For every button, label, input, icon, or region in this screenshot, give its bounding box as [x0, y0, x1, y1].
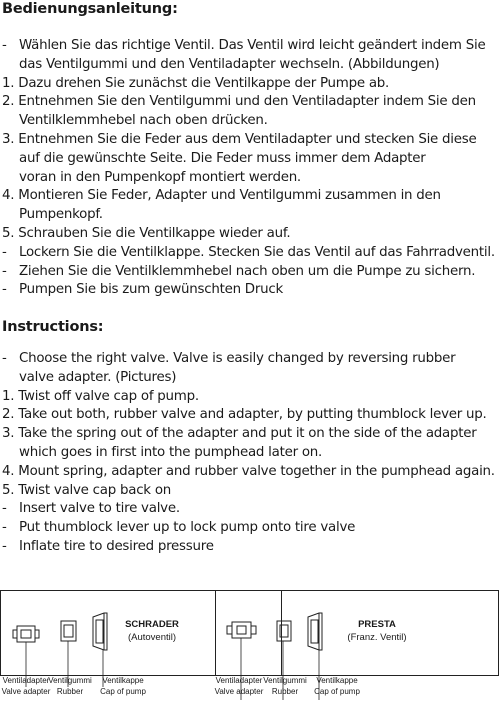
dash-marker: - [2, 538, 7, 554]
instruction-text: valve adapter. (Pictures) [19, 369, 177, 385]
instruction-text: 2. Take out both, rubber valve and adapter, by putting thumblock lever up. [2, 407, 487, 423]
presta-valve-diagram [215, 590, 499, 712]
german-heading: Bedienungsanleitung: [2, 1, 178, 17]
rubber-valve-part [277, 621, 291, 641]
instruction-text: Wählen Sie das richtige Ventil. Das Ventil wird leicht geändert indem Sie [19, 38, 486, 53]
instruction-line [2, 463, 499, 482]
instruction-text: Pumpenkopf. [19, 207, 103, 223]
diagram-title: SCHRADER [125, 619, 179, 630]
pump-cap-part [308, 613, 322, 650]
instruction-text: 4. Mount spring, adapter and rubber valve together in the pumphead again. [2, 463, 495, 479]
instruction-text: 5. Schrauben Sie die Ventilkappe wieder auf. [2, 225, 291, 241]
english-instructions-list [2, 350, 499, 557]
diagram-title: PRESTA [358, 619, 396, 630]
instruction-line [2, 350, 499, 369]
instruction-text: Insert valve to tire valve. [19, 501, 180, 517]
diagram-subtitle: (Franz. Ventil) [347, 632, 407, 643]
instruction-text: Lockern Sie die Ventilklappe. Stecken Sie das Ventil auf das Fahrradventil. [19, 244, 495, 260]
dash-marker: - [2, 38, 7, 53]
label-valve-adapter: Ventiladapter Valve adapter [214, 676, 264, 696]
label-cap-of-pump: Ventilkappe Cap of pump [100, 676, 146, 696]
instruction-line [2, 56, 499, 75]
english-heading: Instructions: [2, 319, 104, 335]
instruction-line [2, 187, 499, 206]
instruction-line [2, 75, 499, 94]
label-valve-adapter: Ventiladapter Valve adapter [1, 676, 51, 696]
label-rubber: Ventilgummi Rubber [263, 676, 307, 696]
instruction-line [2, 93, 499, 112]
instruction-line [2, 482, 499, 501]
instruction-line [2, 206, 499, 225]
instruction-line [2, 225, 499, 244]
instruction-text: which goes in first into the pumphead later on. [19, 444, 323, 460]
instruction-text: 4. Montieren Sie Feder, Adapter und Ventilgummi zusammen in den [2, 188, 441, 204]
instruction-text: 1. Twist off valve cap of pump. [2, 388, 199, 404]
instruction-line [2, 131, 499, 150]
instruction-line [2, 169, 499, 188]
dash-marker: - [2, 351, 7, 366]
instruction-text: 3. Take the spring out of the adapter and put it on the side of the adapter [2, 426, 477, 442]
instruction-line [2, 150, 499, 169]
instruction-line [2, 263, 499, 282]
instruction-text: 1. Dazu drehen Sie zunächst die Ventilkappe der Pumpe ab. [2, 75, 390, 91]
dash-marker: - [2, 282, 7, 298]
instruction-line [2, 388, 499, 407]
instruction-text: Ventilklemmhebel nach oben drücken. [19, 113, 268, 129]
instruction-line [2, 425, 499, 444]
diagram-subtitle: (Autoventil) [127, 632, 177, 643]
instruction-text: 5. Twist valve cap back on [2, 482, 172, 498]
instruction-text: Pumpen Sie bis zum gewünschten Druck [19, 282, 283, 298]
instruction-line [2, 519, 499, 538]
instruction-line [2, 244, 499, 263]
instruction-text: Choose the right valve. Valve is easily changed by reversing rubber [19, 351, 456, 366]
valve-adapter-part [227, 622, 256, 638]
instruction-line [2, 444, 499, 463]
pump-cap-part [93, 613, 107, 650]
instruction-text: Put thumblock lever up to lock pump onto tire valve [19, 520, 356, 536]
dash-marker: - [2, 520, 7, 536]
german-instructions-list [2, 37, 499, 300]
instruction-line [2, 369, 499, 388]
instruction-text: Ziehen Sie die Ventilklemmhebel nach oben um die Pumpe zu sichern. [19, 263, 476, 279]
instruction-line [2, 281, 499, 300]
instruction-text: 2. Entnehmen Sie den Ventilgummi und den Ventiladapter indem Sie den [2, 94, 476, 110]
dash-marker: - [2, 263, 7, 279]
instruction-text: voran in den Pumpenkopf montiert werden. [19, 169, 301, 185]
instruction-text: 3. Entnehmen Sie die Feder aus dem Ventiladapter und stecken Sie diese [2, 131, 477, 147]
label-cap-of-pump: Ventilkappe Cap of pump [314, 676, 360, 696]
valve-adapter-part [13, 626, 39, 642]
dash-marker: - [2, 501, 7, 517]
instruction-line [2, 112, 499, 131]
instruction-line [2, 500, 499, 519]
instruction-text: das Ventilgummi und den Ventiladapter wechseln. (Abbildungen) [19, 56, 440, 72]
instruction-line [2, 37, 499, 56]
instruction-text: auf die gewünschte Seite. Die Feder muss immer dem Adapter [19, 150, 426, 166]
dash-marker: - [2, 244, 7, 260]
instruction-line [2, 406, 499, 425]
rubber-valve-part [61, 621, 76, 641]
instruction-line [2, 538, 499, 557]
instruction-text: Inflate tire to desired pressure [19, 538, 214, 554]
label-rubber: Ventilgummi Rubber [48, 676, 92, 696]
